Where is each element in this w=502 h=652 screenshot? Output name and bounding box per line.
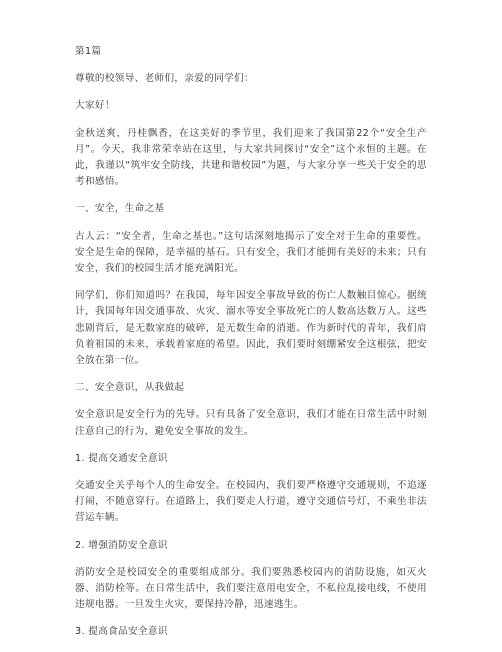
heading-1: 一、安全，生命之基 xyxy=(75,203,165,215)
body-paragraph: 消防安全是校园安全的重要组成部分。我们要熟悉校园内的消防设施，如灭火器、消防栓等。在日常生活中，我们要注意用电安全，不私拉乱接电线，不使用违规电器。一旦发生火灾，要保持冷静，迅速逃生。 xyxy=(75,566,427,611)
heading-2: 二、安全意识，从我做起 xyxy=(75,382,185,394)
body-paragraph: 同学们，你们知道吗？在我国，每年因安全事故导致的伤亡人数触目惊心。据统计，我国每年因交通事故、火灾、溺水等安全事故死亡的人数高达数万人。这些悲剧背后，是无数家庭的破碎，是无数生命的消逝。作为新时代的青年，我们肩负着祖国的未来，承载着家庭的希望。因此，我们要时刻绷紧安全这根弦，把安全放在第一位。 xyxy=(75,290,427,367)
intro-paragraph: 金秋送爽，丹桂飘香，在这美好的季节里，我们迎来了我国第22个“安全生产月”。今天，我非常荣幸站在这里，与大家共同探讨“安全”这个永恒的主题。在此，我谨以“筑牢安全防线，共建和谐校园”为题，与大家分享一些关于安全的思考和感悟。 xyxy=(75,127,427,188)
document-body xyxy=(75,44,427,652)
subheading-1: 1. 提高交通安全意识 xyxy=(75,452,168,464)
salutation: 尊敬的校领导、老师们，亲爱的同学们： xyxy=(75,73,254,85)
greeting: 大家好！ xyxy=(75,100,115,112)
body-paragraph: 古人云：“安全者，生命之基也。”这句话深刻地揭示了安全对于生命的重要性。安全是生命的保障，是幸福的基石。只有安全，我们才能拥有美好的未来；只有安全，我们的校园生活才能充满阳光。 xyxy=(75,230,427,275)
subheading-3: 3. 提高食品安全意识 xyxy=(75,626,168,638)
body-paragraph: 安全意识是安全行为的先导。只有具备了安全意识，我们才能在日常生活中时刻注意自己的行为，避免安全事故的发生。 xyxy=(75,409,427,437)
body-paragraph: 交通安全关乎每个人的生命安全。在校园内，我们要严格遵守交通规则，不追逐打闹，不随意穿行。在道路上，我们要走人行道，遵守交通信号灯，不乘坐非法营运车辆。 xyxy=(75,480,427,524)
subheading-2: 2. 增强消防安全意识 xyxy=(75,539,168,551)
section-number: 第1篇 xyxy=(75,46,102,57)
